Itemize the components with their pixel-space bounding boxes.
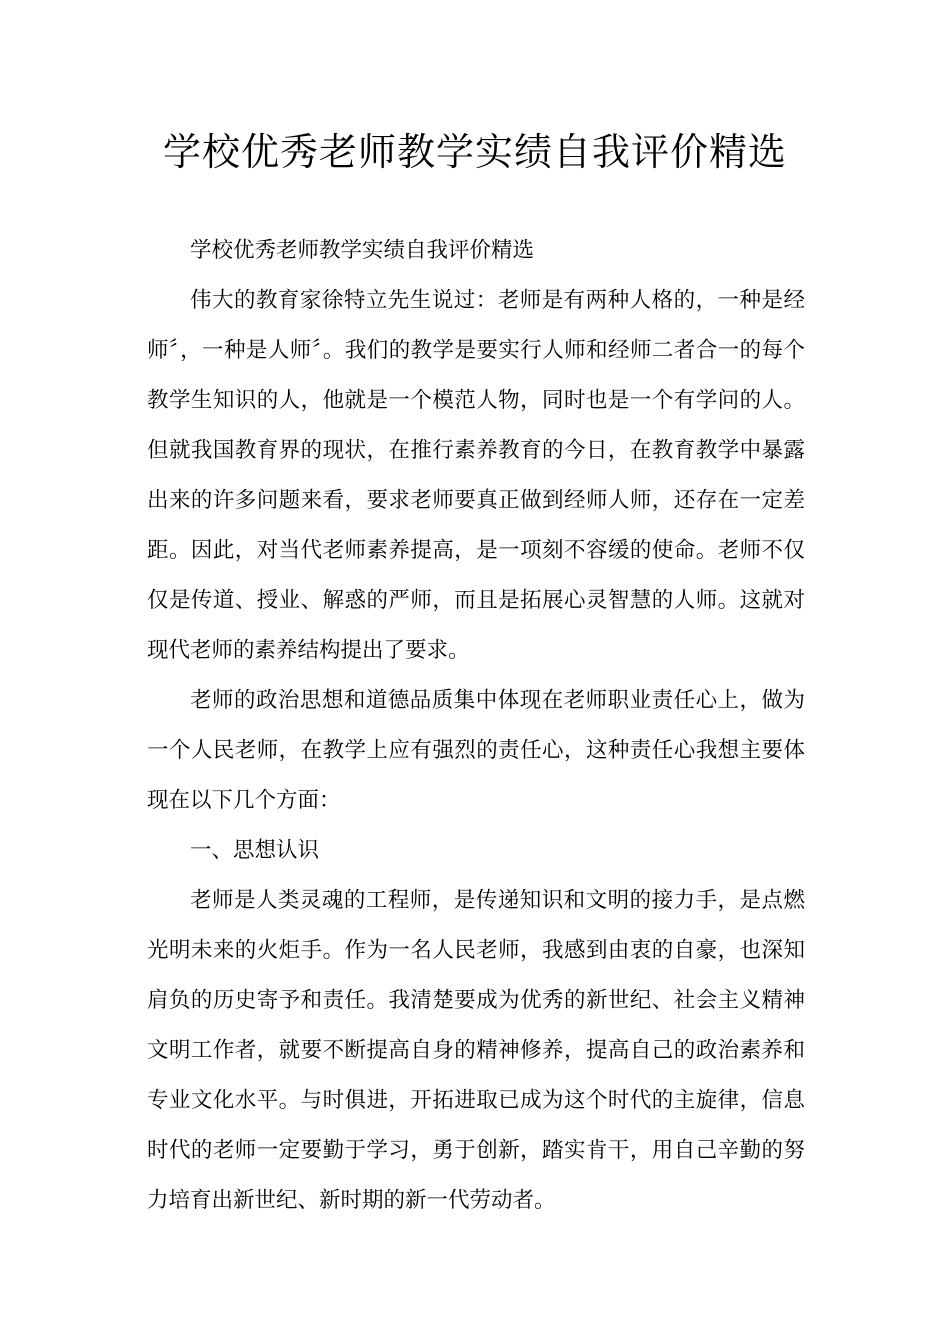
body-paragraph: 伟大的教育家徐特立先生说过：老师是有两种人格的，一种是经师〞，一种是人师〞。我们的教学是要实行人师和经师二者合一的每个教学生知识的人，他就是一个模范人物，同时也是一个有学问的人。但就我国教育界的现状，在推行素养教育的今日，在教育教学中暴露出来的许多问题来看，要求老师要真正做到经师人师，还存在一定差距。因此，对当代老师素养提高，是一项刻不容缓的使命。老师不仅仅是传道、授业、解惑的严师，而且是拓展心灵智慧的人师。这就对现代老师的素养结构提出了要求。 (147, 288, 805, 663)
subtitle-paragraph: 学校优秀老师教学实绩自我评价精选 (190, 238, 535, 263)
body-paragraph: 老师的政治思想和道德品质集中体现在老师职业责任心上，做为一个人民老师，在教学上应有强烈的责任心，这种责任心我想主要体现在以下几个方面： (147, 688, 805, 813)
body-paragraph: 老师是人类灵魂的工程师，是传递知识和文明的接力手，是点燃光明未来的火炬手。作为一名人民老师，我感到由衷的自豪，也深知肩负的历史寄予和责任。我清楚要成为优秀的新世纪、社会主义精神文明工作者，就要不断提高自身的精神修养，提高自己的政治素养和专业文化水平。与时俱进，开拓进取已成为这个时代的主旋律，信息时代的老师一定要勤于学习，勇于创新，踏实肯干，用自己辛勤的努力培育出新世纪、新时期的新一代劳动者。 (147, 888, 805, 1213)
document-title: 学校优秀老师教学实绩自我评价精选 (162, 130, 787, 174)
section-heading: 一、思想认识 (190, 838, 320, 863)
document-body (147, 226, 805, 1226)
